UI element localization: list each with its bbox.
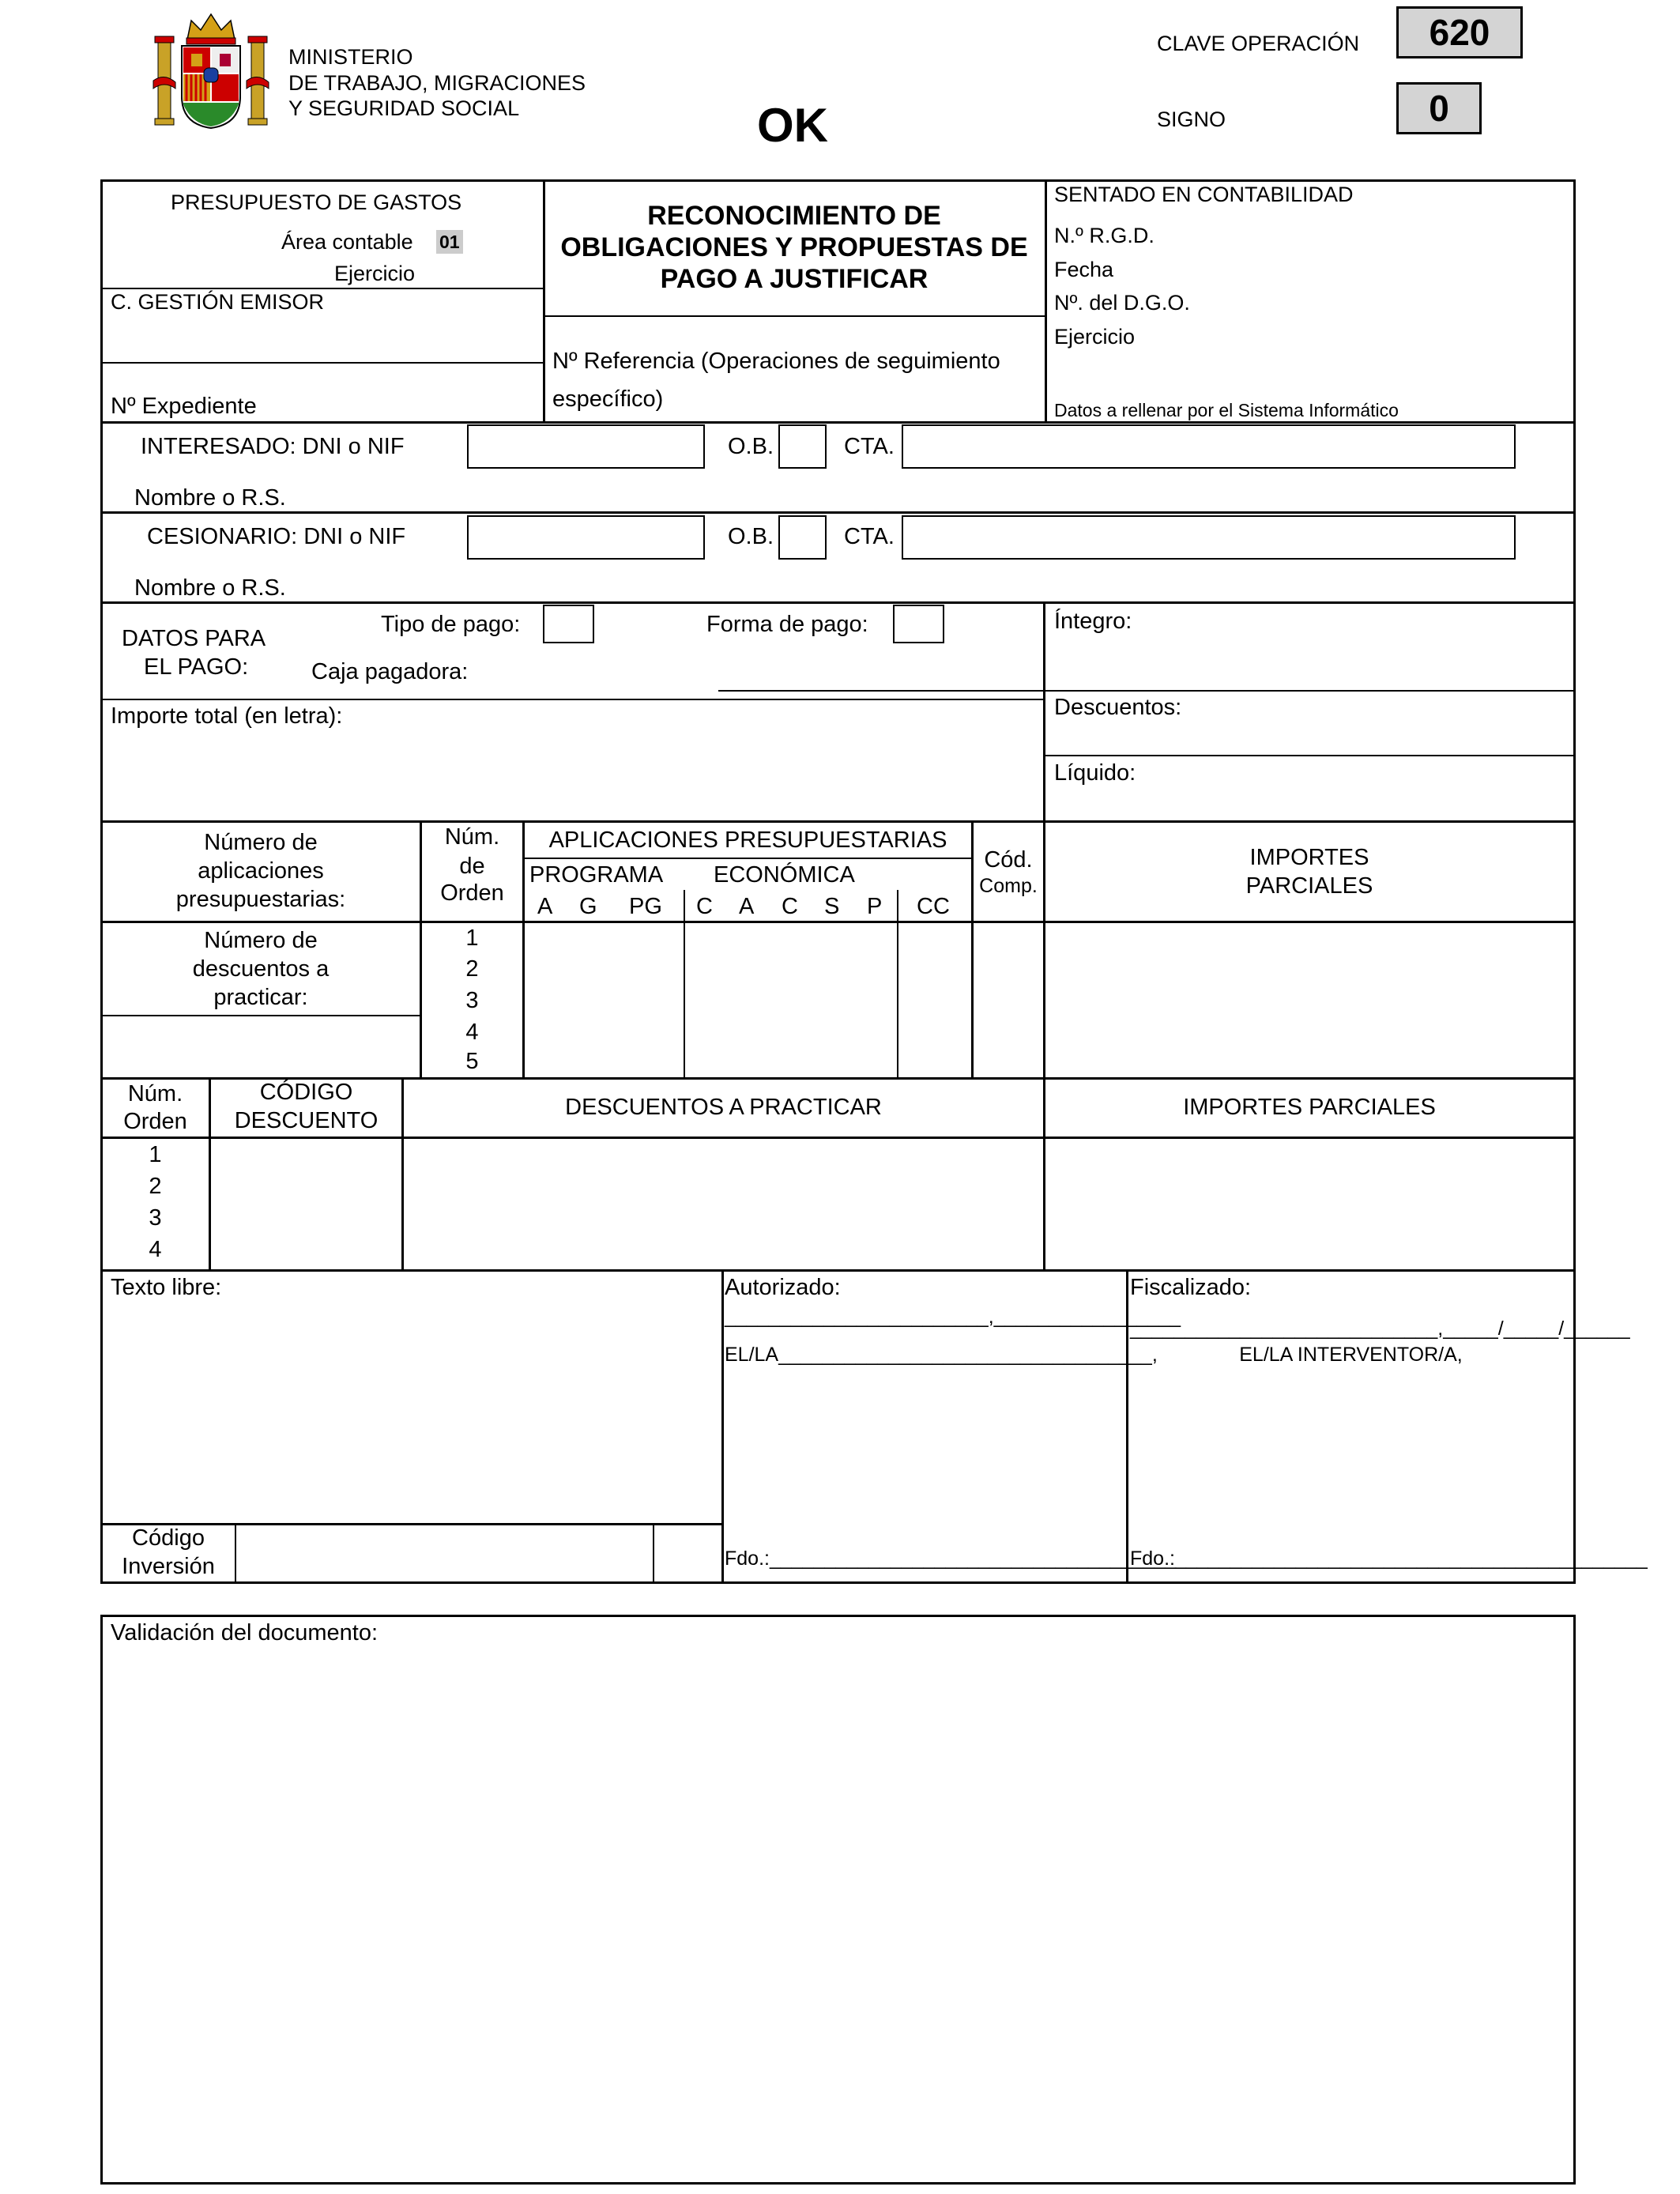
aplic-orden-5: 5 [465, 1049, 479, 1074]
contabilidad-ejercicio: Ejercicio [1054, 325, 1136, 349]
col-p: P [867, 894, 883, 919]
frame-bottom [100, 1581, 1576, 1584]
validacion-label: Validación del documento: [111, 1620, 379, 1646]
interesado-dni-field[interactable] [467, 424, 705, 469]
texto-libre-label: Texto libre: [111, 1275, 222, 1300]
importe-letra-label: Importe total (en letra): [111, 703, 343, 729]
cod-comp-line-1: Cód. [984, 847, 1033, 873]
num-desc-line-2: descuentos a [192, 956, 330, 982]
desc-orden-2: 2 [149, 1174, 162, 1199]
interventor-label: EL/LA INTERVENTOR/A, [1239, 1344, 1463, 1366]
expediente-label: Nº Expediente [111, 394, 257, 419]
col-c1: C [696, 894, 713, 919]
col-a2: A [739, 894, 755, 919]
main-title-line-1: RECONOCIMIENTO DE [647, 201, 941, 231]
tipo-pago-field[interactable] [543, 605, 594, 643]
signo-value[interactable]: 0 [1396, 82, 1482, 134]
descuentos-label: Descuentos: [1054, 695, 1182, 720]
col-a: A [537, 894, 553, 919]
col-pg: PG [629, 894, 662, 919]
codigo-descuento-line-1: CÓDIGO [259, 1080, 353, 1105]
descuentos-title: DESCUENTOS A PRACTICAR [565, 1095, 882, 1120]
importes-line-2: PARCIALES [1245, 873, 1373, 899]
codigo-inversion-line-2: Inversión [122, 1554, 215, 1579]
fiscalizado-label: Fiscalizado: [1130, 1275, 1252, 1300]
autorizado-el-la[interactable]: EL/LA__________________________________, [725, 1344, 1158, 1366]
fiscalizado-fdo[interactable]: Fdo.:___________________________________________ [1130, 1547, 1648, 1570]
cesionario-ob-field[interactable] [778, 515, 827, 560]
descuentos-importes: IMPORTES PARCIALES [1183, 1095, 1436, 1120]
area-contable-label: Área contable [281, 230, 413, 254]
num-aplic-line-2: aplicaciones [198, 858, 324, 884]
num-desc-line-1: Número de [204, 928, 318, 953]
validacion-box[interactable] [100, 1615, 1576, 2185]
cesionario-nombre-label: Nombre o R.S. [134, 575, 286, 601]
caja-pagadora-label: Caja pagadora: [311, 659, 469, 684]
contabilidad-title: SENTADO EN CONTABILIDAD [1054, 183, 1354, 206]
datos-pago-line-1: DATOS PARA [122, 626, 266, 651]
interesado-dni-label: INTERESADO: DNI o NIF [141, 434, 405, 459]
frame-right [1573, 179, 1576, 1583]
ejercicio-label: Ejercicio [334, 262, 416, 285]
cesionario-cta-field[interactable] [902, 515, 1516, 560]
coat-of-arms-icon [152, 9, 270, 132]
forma-pago-label: Forma de pago: [706, 612, 868, 637]
cesionario-dni-label: CESIONARIO: DNI o NIF [147, 524, 406, 549]
desc-num-line-1: Núm. [127, 1081, 183, 1106]
contabilidad-note: Datos a rellenar por el Sistema Informático [1054, 400, 1399, 420]
liquido-label: Líquido: [1054, 760, 1136, 786]
codigo-descuento-line-2: DESCUENTO [234, 1108, 379, 1133]
signo-label: SIGNO [1157, 107, 1226, 131]
area-contable-value[interactable]: 01 [436, 230, 463, 254]
main-title-line-3: PAGO A JUSTIFICAR [660, 264, 929, 294]
aplic-orden-3: 3 [465, 988, 479, 1013]
programa-label: PROGRAMA [529, 862, 664, 888]
cesionario-cta-label: CTA. [844, 524, 895, 549]
forma-pago-field[interactable] [893, 605, 944, 643]
ministry-line-3: Y SEGURIDAD SOCIAL [288, 96, 520, 120]
col-cc: CC [917, 894, 950, 919]
frame-top [100, 179, 1576, 182]
cod-comp-line-2: Comp. [979, 875, 1038, 897]
desc-num-line-2: Orden [123, 1109, 187, 1134]
interesado-cta-label: CTA. [844, 434, 895, 459]
importes-line-1: IMPORTES [1249, 845, 1369, 870]
aplic-orden-1: 1 [465, 925, 479, 951]
num-orden-line-2: de [459, 854, 485, 879]
caja-pagadora-field[interactable] [718, 690, 1044, 692]
clave-operacion-label: CLAVE OPERACIÓN [1157, 32, 1360, 55]
referencia-line-1: Nº Referencia (Operaciones de seguimiento [552, 349, 1000, 374]
economica-label: ECONÓMICA [714, 862, 855, 888]
interesado-ob-label: O.B. [728, 434, 774, 459]
codigo-inversion-line-1: Código [132, 1525, 205, 1551]
ok-mark: OK [757, 99, 828, 152]
num-orden-line-3: Orden [440, 880, 504, 906]
main-title-line-2: OBLIGACIONES Y PROPUESTAS DE [560, 232, 1028, 262]
referencia-line-2: específico) [552, 386, 664, 412]
integro-label: Íntegro: [1054, 609, 1132, 634]
num-desc-line-3: practicar: [213, 985, 308, 1010]
contabilidad-rgd: N.º R.G.D. [1054, 224, 1155, 247]
aplic-orden-4: 4 [465, 1020, 479, 1045]
col-g: G [579, 894, 597, 919]
cesionario-dni-field[interactable] [467, 515, 705, 560]
clave-operacion-value[interactable]: 620 [1396, 6, 1523, 58]
col-c2: C [782, 894, 798, 919]
cesionario-ob-label: O.B. [728, 524, 774, 549]
ministry-line-2: DE TRABAJO, MIGRACIONES [288, 71, 586, 95]
ministry-line-1: MINISTERIO [288, 45, 413, 69]
desc-orden-4: 4 [149, 1237, 162, 1262]
fiscalizado-line[interactable]: ____________________________,_____/_____/______ [1130, 1318, 1630, 1340]
num-aplic-line-1: Número de [204, 830, 318, 855]
autorizado-label: Autorizado: [725, 1275, 841, 1300]
aplic-orden-2: 2 [465, 956, 479, 982]
col-s: S [824, 894, 840, 919]
autorizado-line[interactable]: ________________________,_________________ [725, 1306, 1181, 1328]
desc-orden-1: 1 [149, 1142, 162, 1167]
datos-pago-line-2: EL PAGO: [144, 654, 249, 680]
presupuesto-title: PRESUPUESTO DE GASTOS [171, 190, 462, 214]
contabilidad-dgo: Nº. del D.G.O. [1054, 291, 1190, 315]
autorizado-fdo[interactable]: Fdo.:_____________________________________ [725, 1547, 1177, 1570]
tipo-pago-label: Tipo de pago: [381, 612, 521, 637]
num-aplic-line-3: presupuestarias: [175, 887, 346, 912]
aplicaciones-title: APLICACIONES PRESUPUESTARIAS [548, 827, 947, 853]
interesado-nombre-label: Nombre o R.S. [134, 485, 286, 511]
contabilidad-fecha: Fecha [1054, 258, 1114, 281]
interesado-ob-field[interactable] [778, 424, 827, 469]
num-orden-line-1: Núm. [444, 824, 500, 850]
codigo-inversion-field[interactable] [237, 1525, 652, 1581]
desc-orden-3: 3 [149, 1205, 162, 1231]
interesado-cta-field[interactable] [902, 424, 1516, 469]
gestion-emisor-label: C. GESTIÓN EMISOR [111, 290, 325, 314]
